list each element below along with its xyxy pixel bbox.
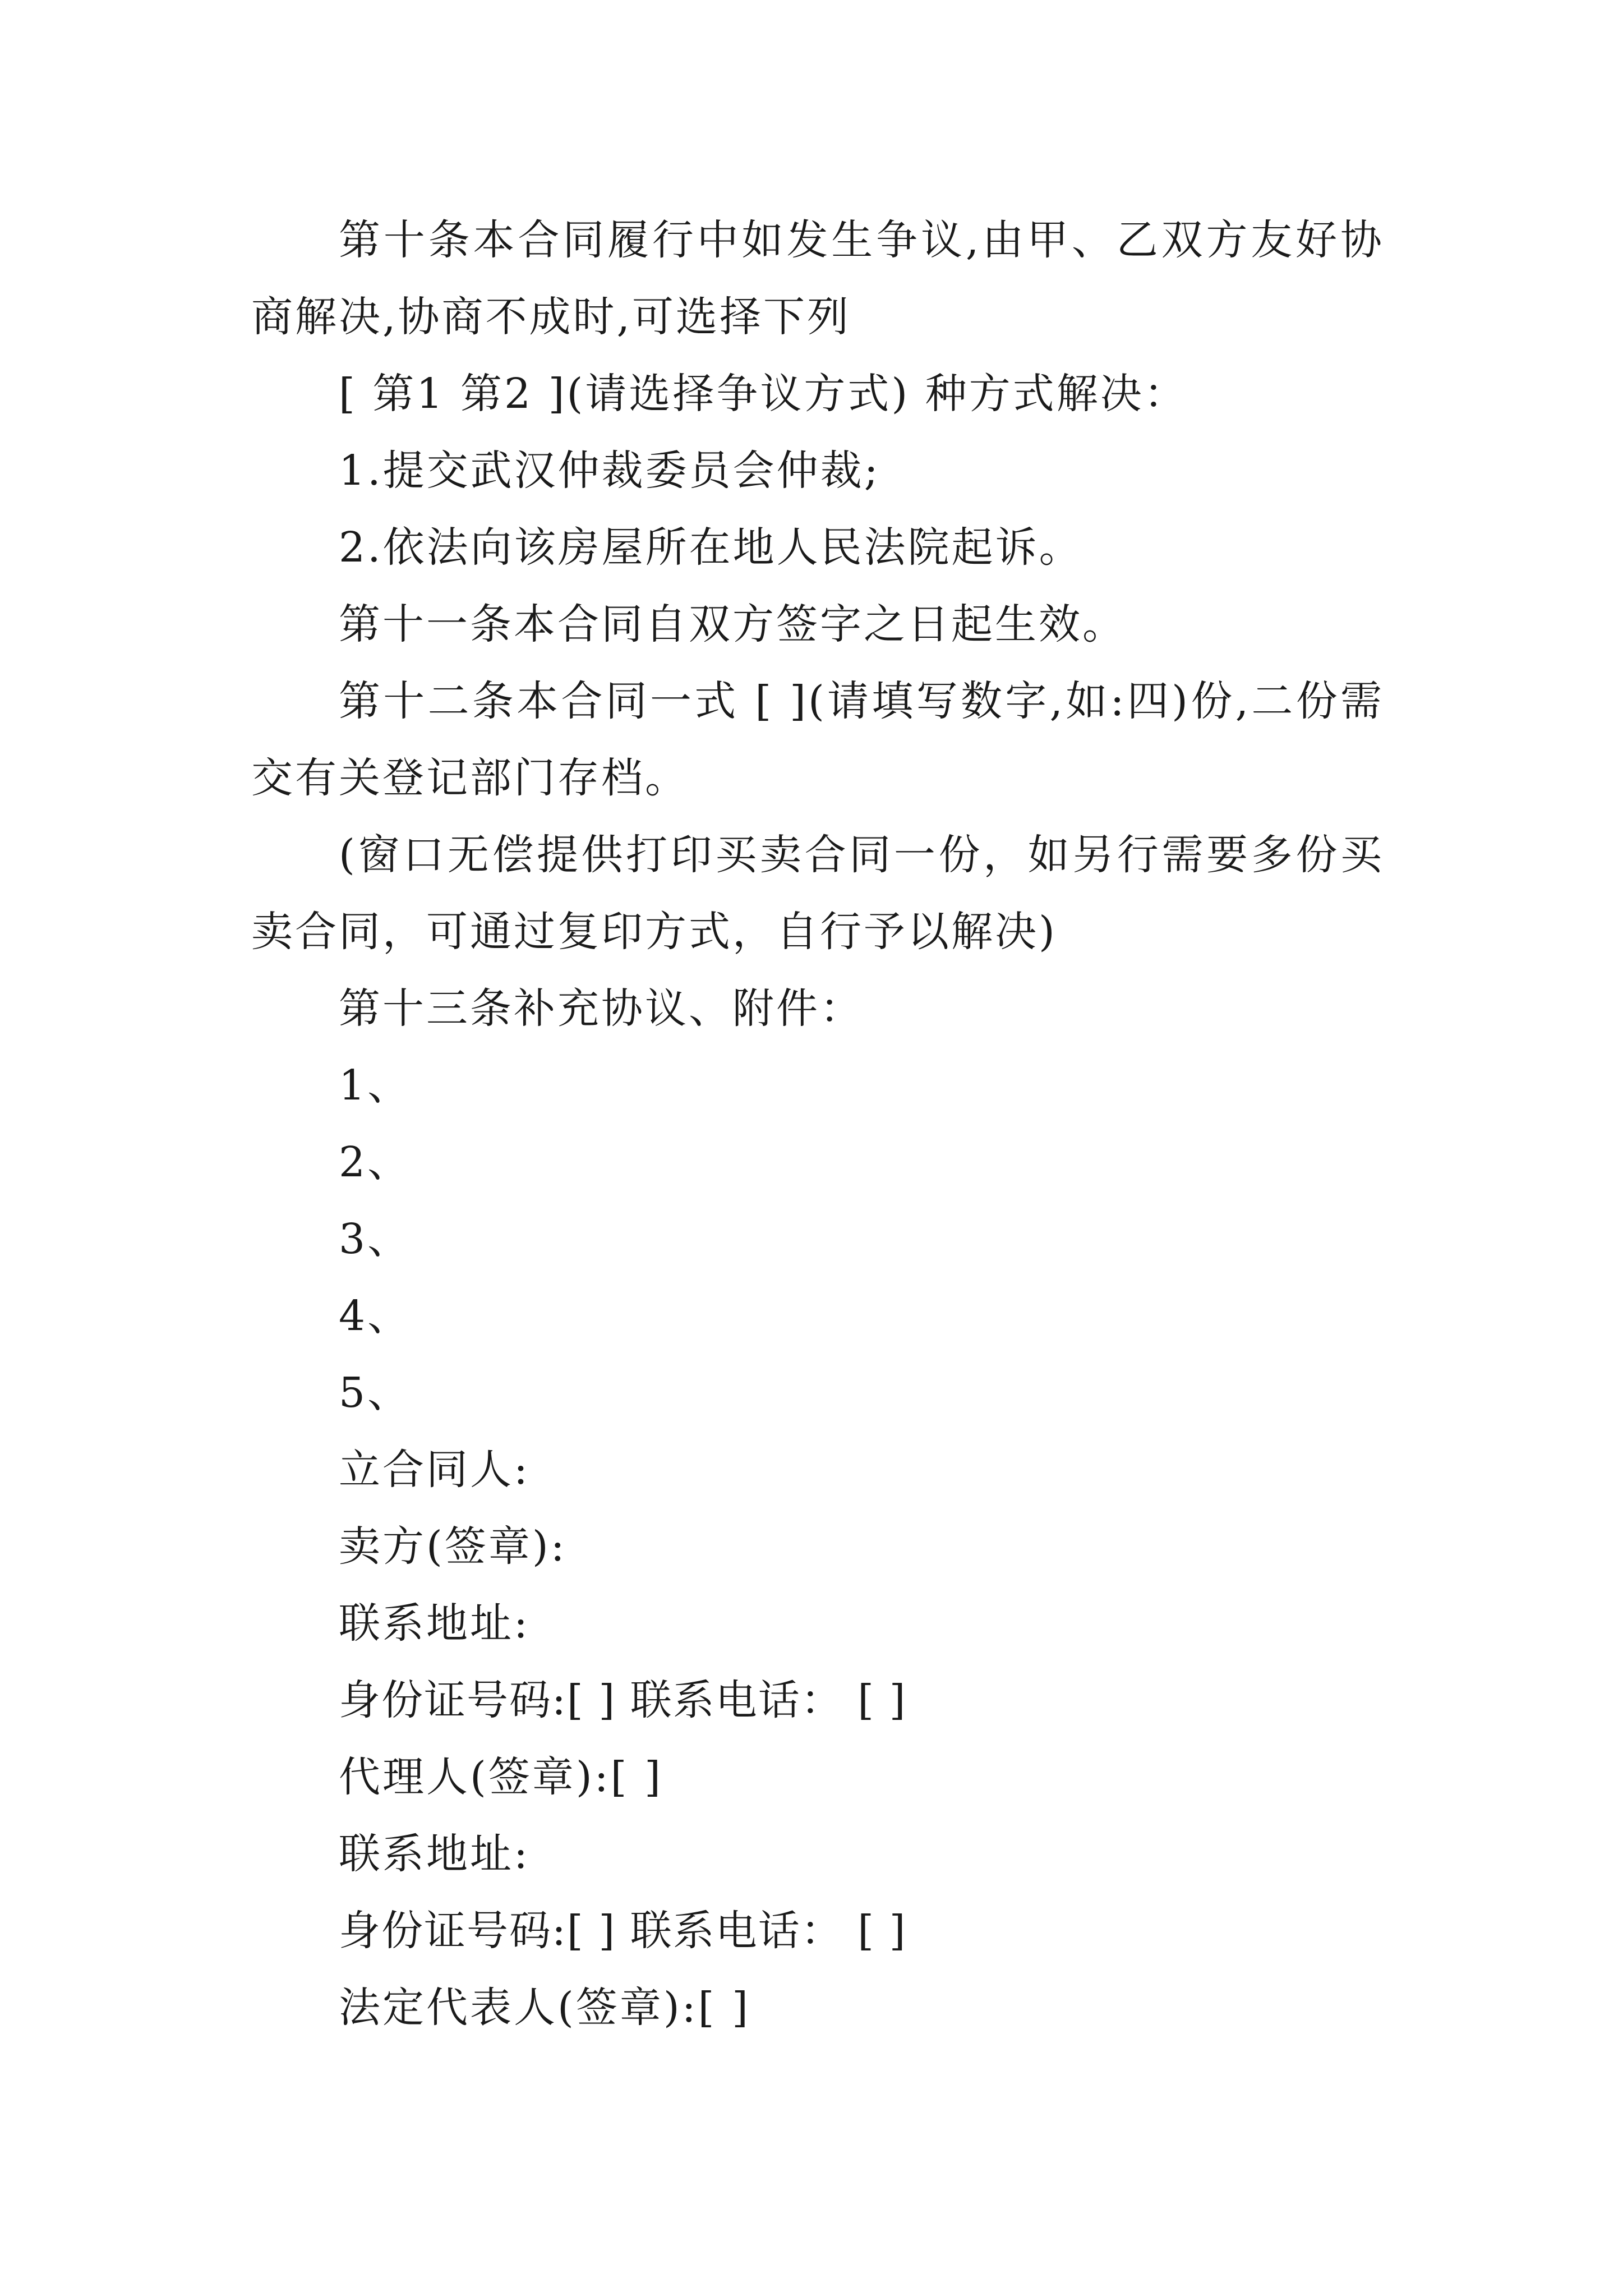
document-body (251, 202, 1384, 2046)
dispute-method-selection: [ 第1 第2 ](请选择争议方式) 种方式解决： (339, 370, 1188, 418)
attachment-item: 4、 (339, 1292, 412, 1340)
seller-signature-label: 卖方(签章): (339, 1522, 567, 1571)
agent-signature-label: 代理人(签章):[ ] (339, 1753, 663, 1801)
clause-10-text: 第十条本合同履行中如发生争议,由甲、乙双方友好协商解决,协商不成时,可选择下列 (251, 216, 1384, 341)
seller-id-phone-line: 身份证号码:[ ] 联系电话： [ ] (339, 1676, 907, 1724)
clause-12-text: 第十二条本合同一式 [ ](请填写数字,如:四)份,二份需交有关登记部门存档。 (251, 677, 1384, 802)
clause-13-heading: 第十三条补充协议、附件： (339, 984, 864, 1033)
attachment-item: 3、 (339, 1215, 412, 1263)
contracting-parties-label: 立合同人: (339, 1446, 530, 1494)
seller-address-label: 联系地址: (339, 1599, 530, 1648)
legal-representative-signature-label: 法定代表人(签章):[ ] (339, 1984, 750, 2032)
dispute-option-2: 2.依法向该房屋所在地人民法院起诉。 (339, 523, 1083, 572)
attachment-item: 5、 (339, 1369, 412, 1417)
window-printing-note: (窗口无偿提供打印买卖合同一份，如另行需要多份买卖合同，可通过复印方式，自行予以解决) (251, 831, 1384, 956)
attachment-item: 1、 (339, 1061, 412, 1110)
attachment-item: 2、 (339, 1138, 412, 1186)
agent-id-phone-line: 身份证号码:[ ] 联系电话： [ ] (339, 1907, 907, 1955)
clause-11-text: 第十一条本合同自双方签字之日起生效。 (339, 600, 1126, 648)
agent-address-label: 联系地址: (339, 1830, 530, 1878)
dispute-option-1: 1.提交武汉仲裁委员会仲裁; (339, 447, 880, 495)
